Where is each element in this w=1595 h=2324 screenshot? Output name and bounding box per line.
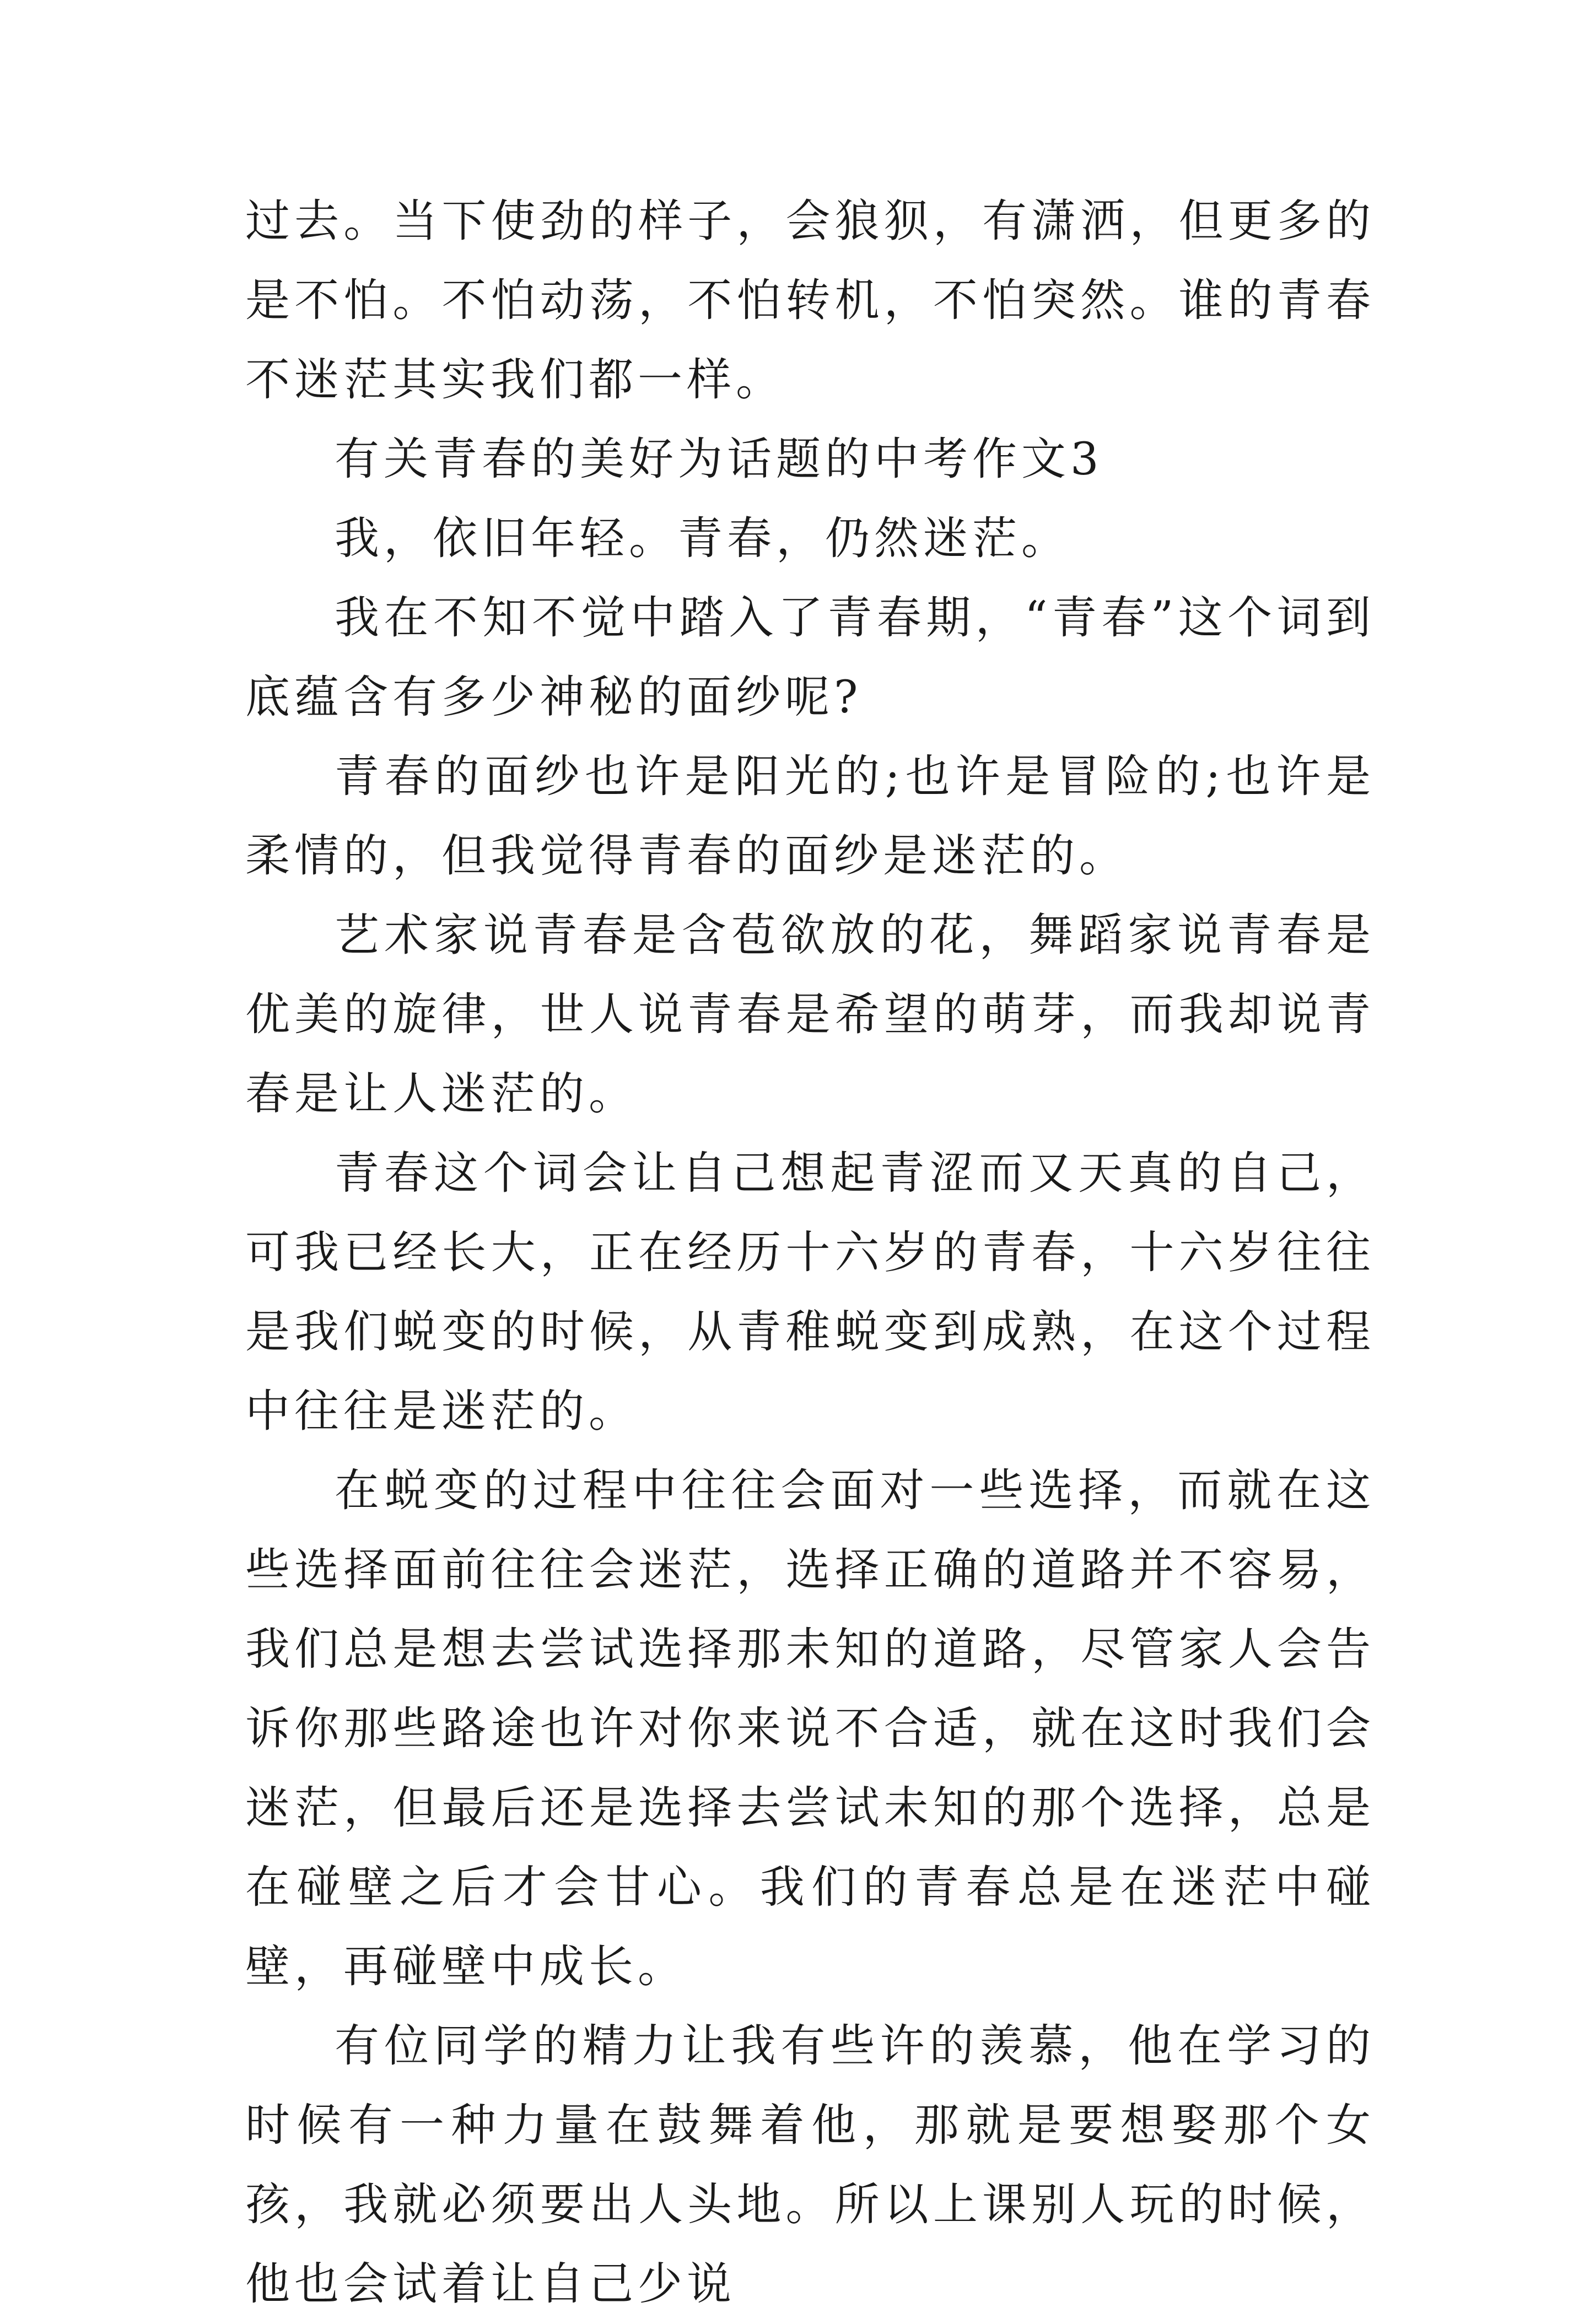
section-heading: 有关青春的美好为话题的中考作文3: [335, 434, 1103, 485]
paragraph: 我在不知不觉中踏入了青春期，“青春”这个词到底蕴含有多少神秘的面纱呢?: [245, 592, 1375, 723]
paragraph: 艺术家说青春是含苞欲放的花，舞蹈家说青春是优美的旋律，世人说青春是希望的萌芽，而我却说青春是让人迷茫的。: [245, 910, 1375, 1120]
paragraph: 青春的面纱也许是阳光的;也许是冒险的;也许是柔情的，但我觉得青春的面纱是迷茫的。: [245, 751, 1375, 882]
paragraph: 有位同学的精力让我有些许的羡慕，他在学习的时候有一种力量在鼓舞着他，那就是要想娶那个女孩，我就必须要出人头地。所以上课别人玩的时候，他也会试着让自己少说: [245, 2020, 1375, 2310]
paragraph: 我，依旧年轻。青春，仍然迷茫。: [335, 513, 1071, 565]
paragraph-continuation: 过去。当下使劲的样子，会狼狈，有潇洒，但更多的是不怕。不怕动荡，不怕转机，不怕突然。谁的青春不迷茫其实我们都一样。: [245, 196, 1375, 406]
paragraph: 在蜕变的过程中往往会面对一些选择，而就在这些选择面前往往会迷茫，选择正确的道路并不容易，我们总是想去尝试选择那未知的道路，尽管家人会告诉你那些路途也许对你来说不合适，就在这时我们会迷茫，但最后还是选择去尝试未知的那个选择，总是在碰壁之后才会甘心。我们的青春总是在迷茫中碰壁，再碰壁中成长。: [245, 1465, 1375, 1993]
article-body: [245, 182, 1375, 2324]
paragraph: 青春这个词会让自己想起青涩而又天真的自己，可我已经长大，正在经历十六岁的青春，十六岁往往是我们蜕变的时候，从青稚蜕变到成熟，在这个过程中往往是迷茫的。: [245, 1148, 1375, 1437]
